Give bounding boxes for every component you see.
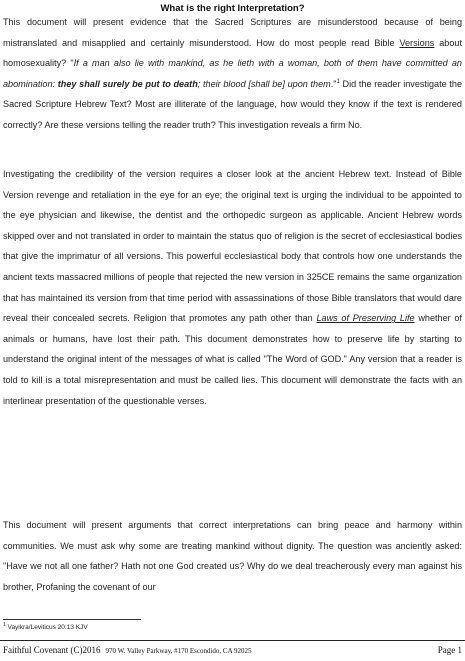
footnote-reference[interactable]: 1	[336, 78, 340, 85]
arguments-text: This document will present arguments that correct interpretations can bring peace and harmony within communities. We must ask why some are treating mankind without dignity. The question was anciently asked: "Have we not all one father? Hath not one God created us? Why do we deal treacherously every man against his brother, Profaning the covenant of our	[3, 520, 462, 592]
intro-text-4: Did the reader investigate the Sacred Scripture Hebrew Text? Most are illiterate of the language, how would they know if the text is rendered correctly? Are these versions telling the reader truth? This investigation reveals a firm No.	[3, 78, 463, 130]
footnote-text: Vayikra/Leviticus 20:13 KJV	[5, 624, 88, 631]
laws-of-preserving-life-link[interactable]: Laws of Preserving Life	[316, 313, 415, 324]
page-number: Page 1	[437, 645, 462, 655]
scripture-quote-emphasis: they shall surely be put to death	[57, 78, 198, 89]
page-footer	[3, 643, 462, 657]
footnote-separator	[3, 619, 141, 620]
intro-text-3: ."	[330, 78, 337, 89]
footer-left	[3, 643, 252, 658]
investigation-text-1: Investigating the credibility of the version requires a closer look at the ancient Hebrew text. Instead of Bible Version revenge and retaliation in the eye for an eye; the original text is urging the individual to be appointed to the eye physician and likewise, the dentist and the orthopedic surgeon as applicable. Ancient Hebrew words skipped over and not translated in order to maintain the status quo of religion is the secret of ecclesiastical bodies that give the imprimatur of all versions. This powerful ecclesiastical body that controls how one understands the ancient texts massacred millions of people that rejected the new version in 325CE remains the same organization that has maintained its version from that time period with assassinations of those Bible translators that would dare reveal their concealed secrets. Religion that promotes any path other than	[3, 169, 462, 324]
document-title: What is the right Interpretation?	[160, 3, 305, 14]
footnote	[3, 623, 88, 632]
paragraph-intro	[3, 12, 462, 136]
intro-text-1: This document will present evidence that the Sacred Scriptures are misunderstood because of being mistranslated and misapplied and certainly misunderstood. How do most people read Bible	[3, 17, 462, 48]
investigation-text-2: whether of animals or humans, have lost their path. This document demonstrates how to preserve life by starting to understand the original intent of the messages of what is called "The Word of GOD." Any version that a reader is told to kill is a total misrepresentation and must be called lies. This document will demonstrate the facts with an interlinear presentation of the questionable verses.	[3, 313, 462, 406]
footer-copyright: Faithful Covenant (C)2016	[3, 645, 101, 655]
versions-link[interactable]: Versions	[399, 37, 435, 48]
scripture-quote-2: ; their blood [shall be] upon them	[197, 78, 331, 89]
paragraph-investigation	[3, 164, 462, 411]
scripture-quote-1: If a man also lie with mankind, as he lieth with a woman, both of them have committed an abomination:	[3, 58, 462, 89]
intro-text-2: about homosexuality? "	[3, 37, 462, 69]
footnote-number: 1	[3, 621, 6, 628]
paragraph-arguments	[3, 515, 462, 597]
footer-address: 970 W. Valley Parkway, #170 Escondido, CA 92025	[105, 647, 252, 655]
footer-divider	[0, 640, 465, 641]
